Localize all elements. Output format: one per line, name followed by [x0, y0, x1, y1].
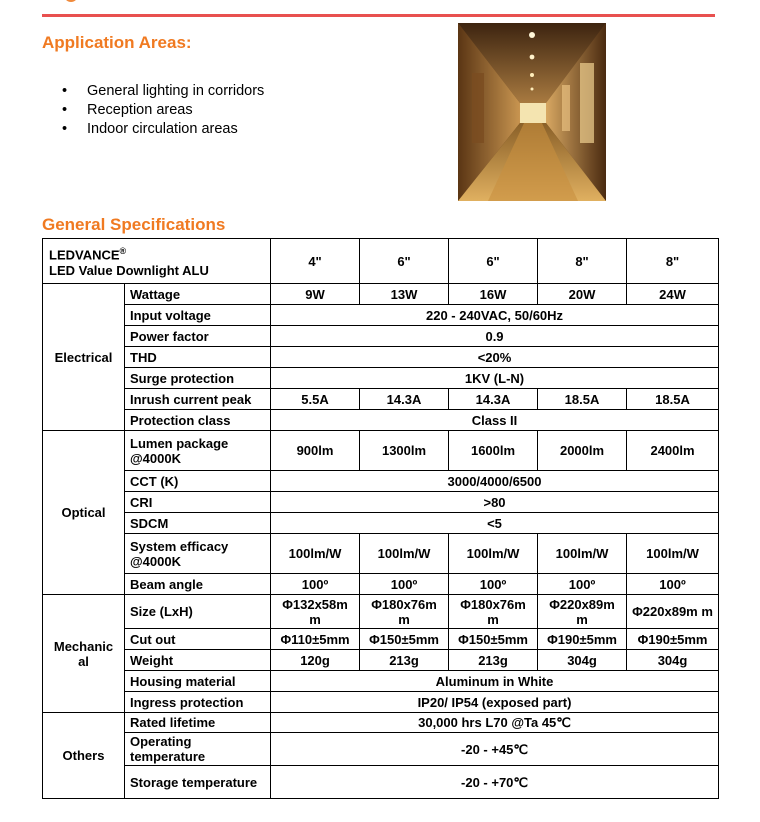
value-cell: -20 - +70℃	[271, 766, 719, 799]
table-row	[43, 492, 719, 513]
value-cell: 13W	[360, 284, 449, 305]
param-label: Rated lifetime	[125, 713, 271, 733]
list-item	[62, 120, 264, 139]
brand-name: LEDVANCE	[49, 247, 120, 263]
value-cell: 100º	[627, 574, 719, 595]
header-decoration	[64, 0, 78, 2]
value-cell: 213g	[360, 650, 449, 671]
table-row	[43, 595, 719, 629]
param-label: Wattage	[125, 284, 271, 305]
value-cell: 0.9	[271, 326, 719, 347]
value-cell: 100lm/W	[538, 534, 627, 574]
group-electrical: Electrical	[43, 284, 125, 431]
param-label: THD	[125, 347, 271, 368]
value-cell: Φ180x76m m	[360, 595, 449, 629]
size-header: 6"	[449, 239, 538, 284]
value-cell: 304g	[538, 650, 627, 671]
value-cell: 900lm	[271, 431, 360, 471]
value-cell: 20W	[538, 284, 627, 305]
value-cell: 3000/4000/6500	[271, 471, 719, 492]
corridor-image	[458, 23, 606, 201]
value-cell: 14.3A	[449, 389, 538, 410]
table-row	[43, 692, 719, 713]
table-header-row	[43, 239, 719, 284]
value-cell: 18.5A	[538, 389, 627, 410]
list-item-text: General lighting in corridors	[87, 83, 265, 99]
param-label: Housing material	[125, 671, 271, 692]
param-label: Cut out	[125, 629, 271, 650]
value-cell: 18.5A	[627, 389, 719, 410]
param-label: CRI	[125, 492, 271, 513]
table-row	[43, 671, 719, 692]
value-cell: Φ220x89m m	[538, 595, 627, 629]
list-item	[62, 82, 264, 101]
table-row	[43, 650, 719, 671]
value-cell: -20 - +45℃	[271, 733, 719, 766]
size-header: 4"	[271, 239, 360, 284]
value-cell: 100º	[271, 574, 360, 595]
table-row	[43, 629, 719, 650]
corridor-photo	[458, 23, 606, 201]
list-item-text: Indoor circulation areas	[87, 121, 238, 137]
value-cell: 100º	[449, 574, 538, 595]
table-row	[43, 431, 719, 471]
product-name-cell	[43, 239, 271, 284]
product-name: LED Value Downlight ALU	[49, 262, 209, 278]
param-label: Inrush current peak	[125, 389, 271, 410]
bullet-icon: •	[62, 83, 68, 99]
table-row	[43, 766, 719, 799]
param-label: CCT (K)	[125, 471, 271, 492]
general-specifications-title: General Specifications	[42, 215, 226, 234]
table-row	[43, 284, 719, 305]
param-label: Lumen package @4000K	[125, 431, 271, 471]
value-cell: 100lm/W	[360, 534, 449, 574]
value-cell: 14.3A	[360, 389, 449, 410]
value-cell: Φ180x76m m	[449, 595, 538, 629]
value-cell: 2400lm	[627, 431, 719, 471]
header-rule	[42, 14, 715, 17]
param-label: Size (LxH)	[125, 595, 271, 629]
value-cell: IP20/ IP54 (exposed part)	[271, 692, 719, 713]
value-cell: Φ132x58m m	[271, 595, 360, 629]
value-cell: <20%	[271, 347, 719, 368]
value-cell: Aluminum in White	[271, 671, 719, 692]
table-row	[43, 368, 719, 389]
value-cell: 304g	[627, 650, 719, 671]
table-row	[43, 347, 719, 368]
value-cell: 1600lm	[449, 431, 538, 471]
list-item-text: Reception areas	[87, 102, 193, 118]
size-header: 8"	[627, 239, 719, 284]
table-row	[43, 326, 719, 347]
table-row	[43, 305, 719, 326]
value-cell: 2000lm	[538, 431, 627, 471]
table-row	[43, 534, 719, 574]
group-others: Others	[43, 713, 125, 799]
table-row	[43, 389, 719, 410]
value-cell: 100º	[360, 574, 449, 595]
value-cell: 213g	[449, 650, 538, 671]
group-optical: Optical	[43, 431, 125, 595]
size-header: 8"	[538, 239, 627, 284]
value-cell: 220 - 240VAC, 50/60Hz	[271, 305, 719, 326]
param-label: Input voltage	[125, 305, 271, 326]
list-item	[62, 101, 264, 120]
value-cell: <5	[271, 513, 719, 534]
value-cell: 30,000 hrs L70 @Ta 45℃	[271, 713, 719, 733]
value-cell: Φ110±5mm	[271, 629, 360, 650]
table-row	[43, 733, 719, 766]
size-header: 6"	[360, 239, 449, 284]
bullet-icon: •	[62, 102, 68, 118]
application-list	[62, 82, 264, 139]
value-cell: Φ150±5mm	[360, 629, 449, 650]
specifications-table	[42, 238, 719, 799]
registered-mark: ®	[119, 246, 127, 257]
param-label: Beam angle	[125, 574, 271, 595]
param-label: Storage temperature	[125, 766, 271, 799]
table-row	[43, 574, 719, 595]
param-label: Ingress protection	[125, 692, 271, 713]
value-cell: Φ150±5mm	[449, 629, 538, 650]
param-label: Weight	[125, 650, 271, 671]
value-cell: 100lm/W	[627, 534, 719, 574]
value-cell: 9W	[271, 284, 360, 305]
value-cell: 100º	[538, 574, 627, 595]
value-cell: Φ190±5mm	[538, 629, 627, 650]
param-label: Operating temperature	[125, 733, 271, 766]
value-cell: 100lm/W	[449, 534, 538, 574]
bullet-icon: •	[62, 121, 68, 137]
table-row	[43, 713, 719, 733]
application-areas-title: Application Areas:	[42, 33, 192, 52]
param-label: Power factor	[125, 326, 271, 347]
value-cell: 100lm/W	[271, 534, 360, 574]
value-cell: Φ190±5mm	[627, 629, 719, 650]
value-cell: 120g	[271, 650, 360, 671]
value-cell: 1KV (L-N)	[271, 368, 719, 389]
table-row	[43, 410, 719, 431]
value-cell: 24W	[627, 284, 719, 305]
value-cell: 1300lm	[360, 431, 449, 471]
table-row	[43, 471, 719, 492]
param-label: Protection class	[125, 410, 271, 431]
value-cell: 16W	[449, 284, 538, 305]
value-cell: Class II	[271, 410, 719, 431]
value-cell: Φ220x89m m	[627, 595, 719, 629]
param-label: Surge protection	[125, 368, 271, 389]
table-row	[43, 513, 719, 534]
value-cell: >80	[271, 492, 719, 513]
param-label: SDCM	[125, 513, 271, 534]
param-label: System efficacy @4000K	[125, 534, 271, 574]
value-cell: 5.5A	[271, 389, 360, 410]
group-mechanical: Mechanic al	[43, 595, 125, 713]
